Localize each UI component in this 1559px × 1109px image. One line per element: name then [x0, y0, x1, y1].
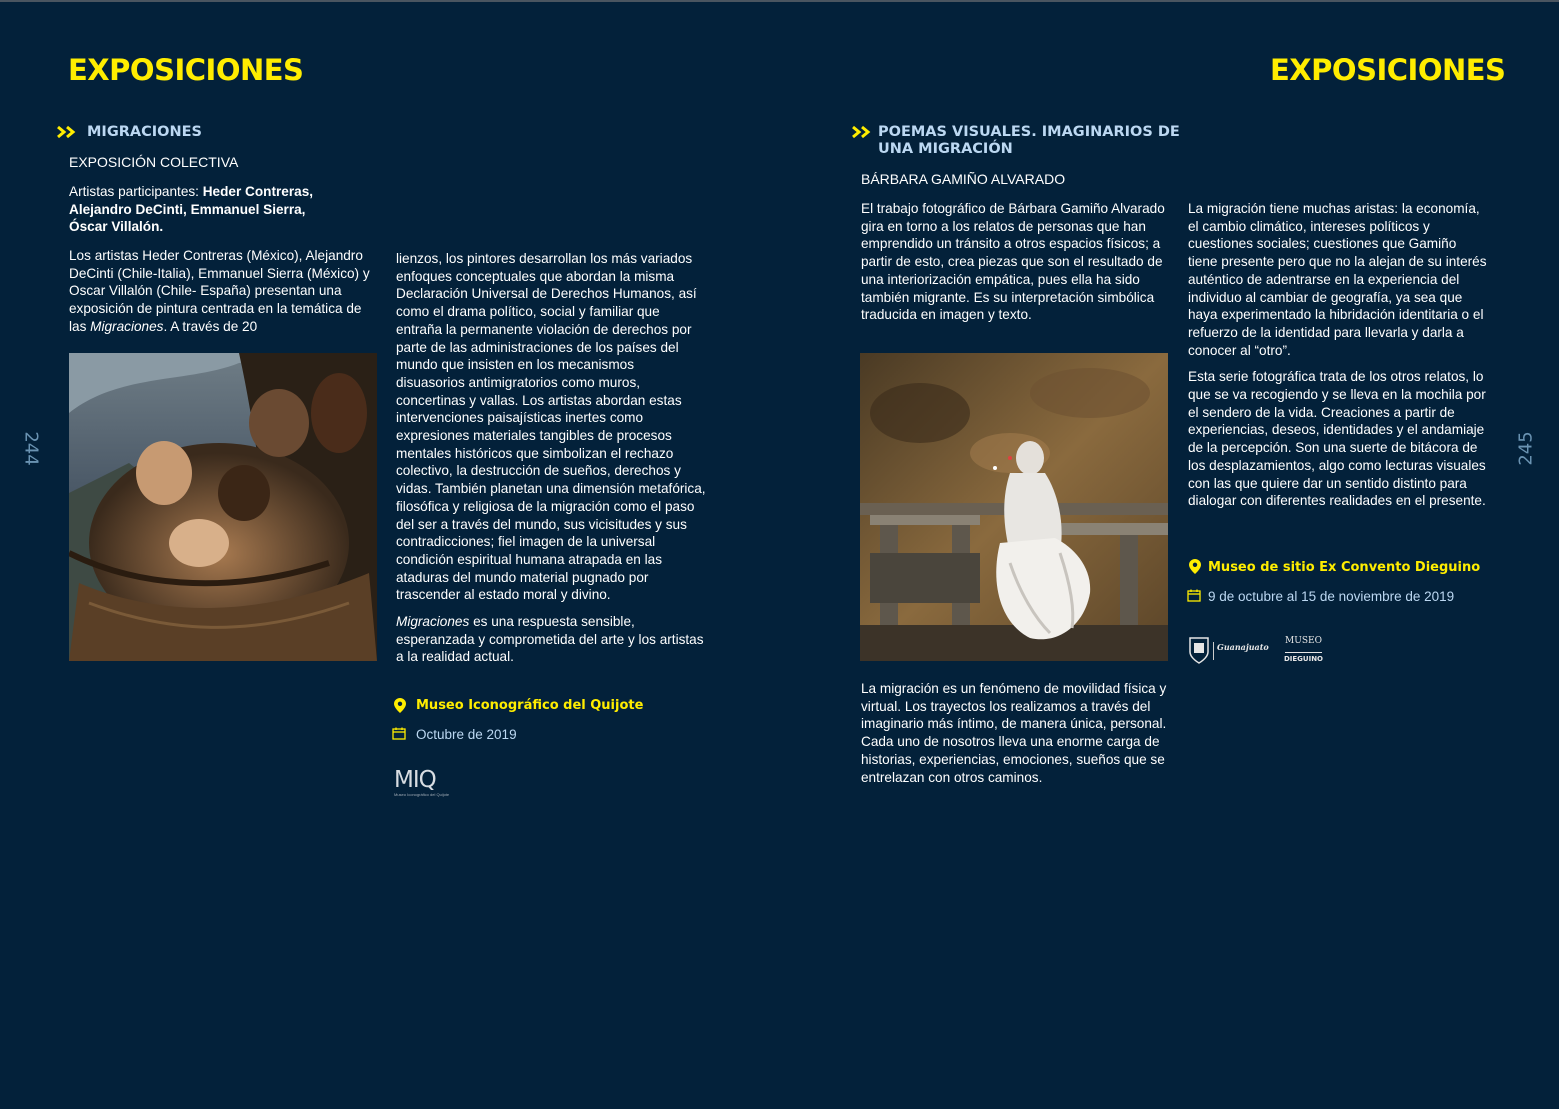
right-section-title-line-2: UNA MIGRACIÓN	[878, 141, 1013, 157]
left-intro-paragraph	[69, 247, 379, 336]
left-page-header: EXPOSICIONES	[68, 53, 304, 87]
right-col1-paragraph-2: La migración es un fenómeno de movilidad física y virtual. Los trayectos los realizamos a través del imaginario más íntimo, de manera única, personal. Cada uno de nosotros lleva una enorme carga de historias, experiencias, emociones, sueños que se entrelazan con otros caminos.	[861, 681, 1167, 785]
left-col2-paragraph-1: lienzos, los pintores desarrollan los más variados enfoques conceptuales que abordan la misma Declaración Universal de Derechos Humanos, así como el drama político, social y familiar que entraña la permanente violación de derechos por parte de las administraciones de los países del mundo que insisten en los mecanismos disuasorios antimigratorios como muros, concertinas y vallas. Los artistas abordan estas intervenciones paisajísticas inertes como expresiones materiales tangibles de procesos mentales históricos que simbolizan el rechazo colectivo, la destrucción de sueños, derechos y vidas. También planetan una dimensión metafórica, filosófica y religiosa de la migración como el paso del ser a través del mundo, sus vicisitudes y sus contradicciones; fiel imagen de la universal condición espiritual humana atrapada en las ataduras del mundo material pugnado por trascender al estado moral y divino.	[396, 251, 706, 603]
right-subtitle: BÁRBARA GAMIÑO ALVARADO	[861, 171, 1066, 187]
left-artists	[69, 183, 344, 236]
right-page-header: EXPOSICIONES	[1270, 53, 1506, 87]
migraciones-painting	[69, 353, 377, 661]
double-chevron-icon	[56, 125, 78, 139]
calendar-icon	[1187, 589, 1201, 602]
right-col2-paragraph-2: Esta serie fotográfica trata de los otros relatos, lo que se va recogiendo y se lleva en la mochila por el sendero de la vida. Creaciones a partir de experiencias, deseos, identidades y el andamiaje de la percepción. Son una suerte de bitácora de los desplazamientos, algo como lecturas visuales con las que quiere dar un sentido distinto para dialogar con diferentes realidades en el presente.	[1188, 369, 1486, 509]
left-date: Octubre de 2019	[416, 727, 517, 742]
top-border	[0, 0, 1559, 2]
shield-icon	[1188, 636, 1210, 664]
museo-dieguino-logo	[1281, 636, 1326, 666]
right-col1-paragraph-1: El trabajo fotográfico de Bárbara Gamiño Alvarado gira en torno a los relatos de personas que han emprendido un tránsito a otros espacios físicos; a partir de esto, crea piezas que son el resultado de una interiorización empática, pues ella ha sido también migrante. Es su interpretación simbólica traducida en imagen y texto.	[861, 201, 1165, 323]
guanajuato-logo-text: Guanajuato	[1217, 642, 1269, 652]
double-chevron-icon	[851, 125, 873, 139]
para2-rest: es una respuesta sensible, esperanzada y comprometida del arte y los artistas a la realidad actual.	[396, 614, 704, 665]
museo-logo-rule	[1285, 652, 1322, 653]
right-col2-text	[1188, 200, 1488, 519]
left-subtitle: EXPOSICIÓN COLECTIVA	[69, 154, 239, 170]
left-section-title: MIGRACIONES	[87, 124, 202, 140]
artists-names: Heder Contreras, Alejandro DeCinti, Emmanuel Sierra, Óscar Villalón.	[69, 184, 314, 235]
miq-logo	[394, 768, 449, 797]
intro-text-post: . A través de 20	[163, 318, 258, 334]
intro-text-em: Migraciones	[90, 318, 164, 334]
left-venue: Museo Iconográfico del Quijote	[416, 698, 644, 713]
guanajuato-logo	[1188, 636, 1269, 666]
museo-logo-line-1: MUSEO	[1285, 636, 1322, 646]
artists-label: Artistas participantes:	[69, 184, 203, 199]
right-section-title-line-1: POEMAS VISUALES. IMAGINARIOS DE	[878, 124, 1180, 140]
logo-divider	[1213, 642, 1214, 660]
right-date: 9 de octubre al 15 de noviembre de 2019	[1208, 589, 1455, 604]
left-page-number: 244	[20, 431, 42, 466]
intro-text-pre: Los artistas Heder Contreras (México), Alejandro DeCinti (Chile-Italia), Emmanuel Sierra (México) y Oscar Villalón (Chile- España) presentan una exposición de pintura centrada en la temática de las	[69, 248, 370, 334]
right-venue: Museo de sitio Ex Convento Dieguino	[1208, 560, 1481, 575]
calendar-icon	[392, 727, 406, 740]
para2-em: Migraciones	[396, 614, 470, 630]
left-col2-text	[396, 250, 706, 675]
location-pin-icon	[394, 698, 406, 713]
right-page-number: 245	[1515, 431, 1537, 466]
museo-logo-line-2: DIEGUINO	[1283, 655, 1324, 663]
poemas-visuales-photo	[860, 353, 1168, 661]
left-col2-paragraph-2	[396, 613, 706, 666]
miq-logo-subtext: Museo Iconográfico del Quijote	[394, 792, 450, 797]
right-col2-paragraph-1: La migración tiene muchas aristas: la economía, el cambio climático, intereses políticos y cuestiones sociales; cuestiones que Gamiño tiene presente pero que no la alejan de su interés auténtico de adentrarse en la experiencia del individuo al cambiar de geografía, ya sea que haya experimentado la hibridación identitaria o el refuerzo de la identidad para llevarla y darla a conocer al “otro”.	[1188, 201, 1487, 358]
right-section-title	[878, 124, 1188, 158]
miq-logo-text: MIQ	[394, 767, 436, 793]
location-pin-icon	[1189, 559, 1201, 574]
